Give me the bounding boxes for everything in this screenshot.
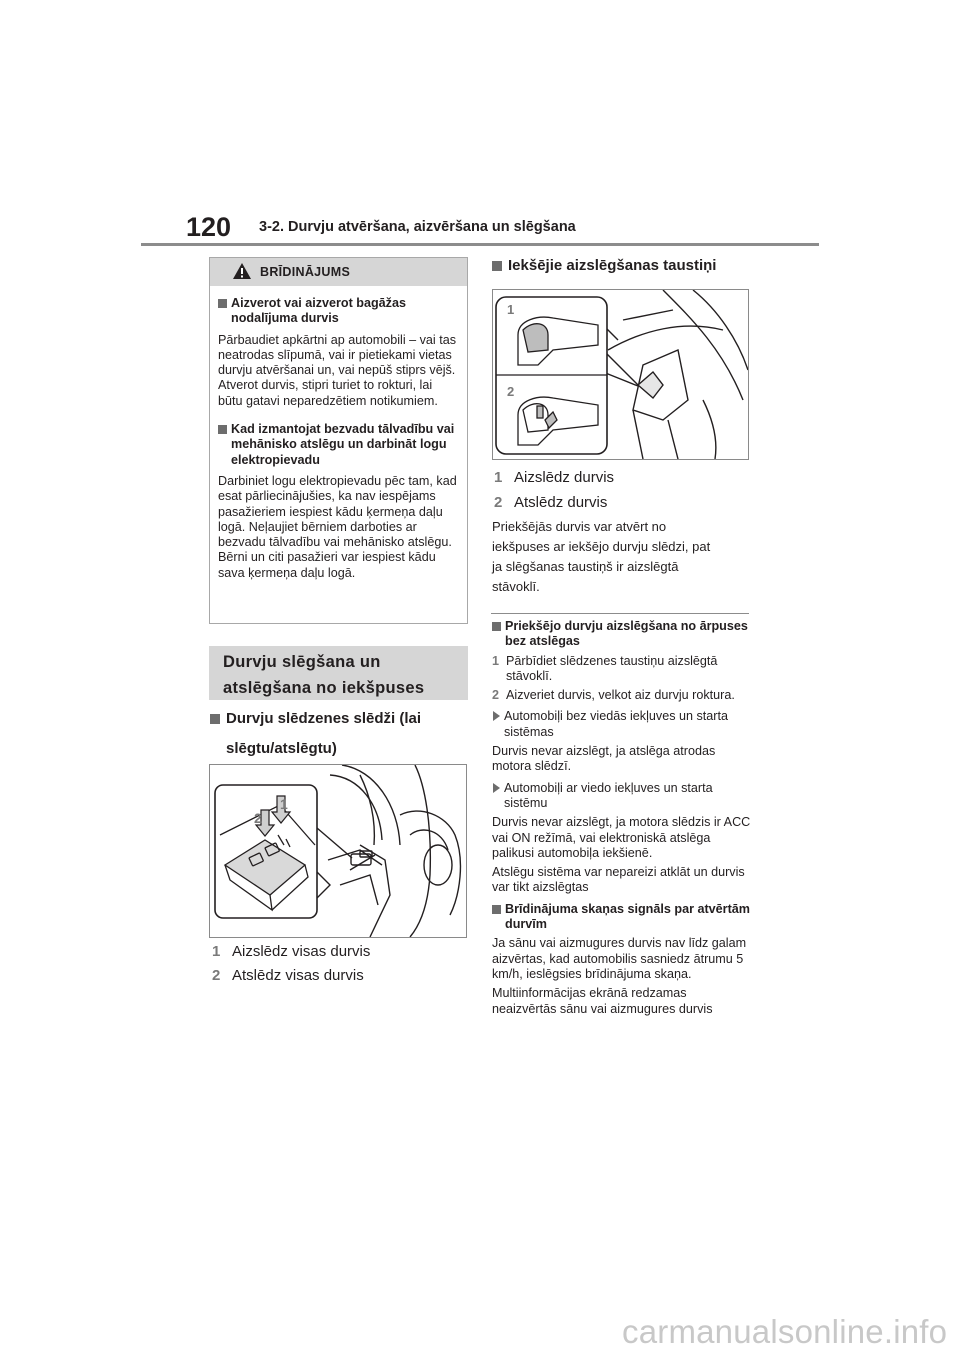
paragraph-key-in-switch: Durvis nevar aizslēgt, ja atslēga atrodas motora slēdzī. (492, 744, 716, 774)
paragraph-key-detection: Atslēgu sistēma var nepareizi atklāt un durvis var tikt aizslēgtas (492, 865, 745, 895)
warning-icon (232, 262, 252, 280)
heading-lock-without-key: Priekšējo durvju aizslēgšana no ārpuses bez atslēgas (492, 619, 754, 650)
step-2: 2 Aizveriet durvis, velkot aiz durvju roktura. (492, 688, 735, 703)
watermark: carmanualsonline.info (622, 1313, 948, 1350)
bullet-square-icon (210, 714, 220, 724)
section-heading-line2: atslēgšana no iekšpuses (223, 679, 425, 697)
bullet-square-icon (492, 905, 501, 914)
arrow-right-icon (493, 783, 500, 793)
page-number: 120 (186, 212, 232, 242)
subheading-door-lock-switches: Durvju slēdzenes slēdži (lai slēgtu/atslēgtu) (210, 707, 421, 761)
figure-label-2: 2 (254, 810, 262, 826)
condition-with-smart-entry: Automobiļi ar viedo iekļuves un starta sistēmu (492, 781, 754, 812)
step-1: 1 Pārbīdiet slēdzenes taustiņu aizslēgtā stāvoklī. (492, 653, 718, 683)
figure-label-1: 1 (280, 796, 288, 812)
subheading-inside-lock-buttons: Iekšējie aizslēgšanas taustiņi (492, 254, 716, 278)
warning-title: BRĪDINĀJUMS (260, 265, 351, 279)
paragraph-warning-buzzer: Ja sānu vai aizmugures durvis nav līdz galam aizvērtas, kad automobilis sasniedz ātrumu 5 km/h, ieslēgsies brīdinājuma skaņa. (492, 936, 747, 981)
right-column-divider (491, 613, 749, 614)
item-unlock-all: 2 Atslēdz visas durvis (212, 967, 364, 984)
right-column-notes (492, 619, 754, 1017)
bullet-square-icon (218, 425, 227, 434)
condition-without-smart-entry: Automobiļi bez viedās iekļuves un starta sistēmas (492, 709, 754, 740)
paragraph-multi-info-display: Multiinformācijas ekrānā redzamas neaizvērtās sānu vai aizmugures durvis (492, 986, 713, 1016)
figure-door-lock-switch (209, 764, 467, 938)
item-lock-all: 1 Aizslēdz visas durvis (212, 943, 371, 960)
figure-inside-lock-button (492, 289, 749, 460)
section-title: 3-2. Durvju atvēršana, aizvēršana un slēgšana (259, 219, 576, 235)
bullet-square-icon (492, 261, 502, 271)
door-lock-switch-illustration (210, 765, 466, 937)
warning-body (210, 286, 467, 581)
item-lock-door: 1 Aizslēdz durvis (494, 469, 615, 486)
section-heading (209, 646, 468, 700)
warning-paragraph-window: Darbiniet logu elektropievadu pēc tam, kad esat pārliecinājušies, ka nav iespējams pasažieriem iespiest kādu ķermeņa daļu logā. Neļaujiet bērniem darboties ar bezvadu tālvadību vai mehānisko atslēgu. Bērni un citi pasažieri var iespiest kādu sava ķermeņa daļu logā. (218, 473, 457, 580)
note-front-door: Priekšējās durvis var atvērt no iekšpuses ar iekšējo durvju slēdzi, pat ja slēgšanas taustiņš ir aizslēgtā stāvoklī. (492, 519, 711, 594)
bullet-square-icon (492, 622, 501, 631)
warning-box (209, 257, 468, 624)
figure-label-2: 2 (507, 384, 515, 399)
inside-lock-illustration (493, 290, 748, 459)
warning-heading-door: Aizverot vai aizverot bagāžas nodalījuma durvis (218, 296, 459, 327)
paragraph-engine-switch-acc: Durvis nevar aizslēgt, ja motora slēdzis ir ACC vai ON režīmā, vai elektroniskā atslēga palikusi automobiļa iekšienē. (492, 815, 751, 860)
warning-paragraph-door: Pārbaudiet apkārtni ap automobili – vai tas neatrodas slīpumā, vai ir pietiekami vietas durvju atvēršanai un, vai nepūš stiprs vējš. Atverot durvis, stipri turiet to rokturi, lai būtu gatavi neparedzētiem notikumiem. (218, 332, 457, 408)
warning-heading-window: Kad izmantojat bezvadu tālvadību vai mehānisko atslēgu un darbināt logu elektropievadu (218, 422, 459, 468)
item-unlock-door: 2 Atslēdz durvis (494, 494, 608, 511)
warning-header (210, 258, 467, 286)
header-divider (141, 243, 819, 246)
heading-door-open-warning: Brīdinājuma skaņas signāls par atvērtām durvīm (492, 902, 754, 933)
figure-label-1: 1 (507, 302, 515, 317)
section-heading-line1: Durvju slēgšana un (223, 653, 381, 671)
bullet-square-icon (218, 299, 227, 308)
arrow-right-icon (493, 711, 500, 721)
